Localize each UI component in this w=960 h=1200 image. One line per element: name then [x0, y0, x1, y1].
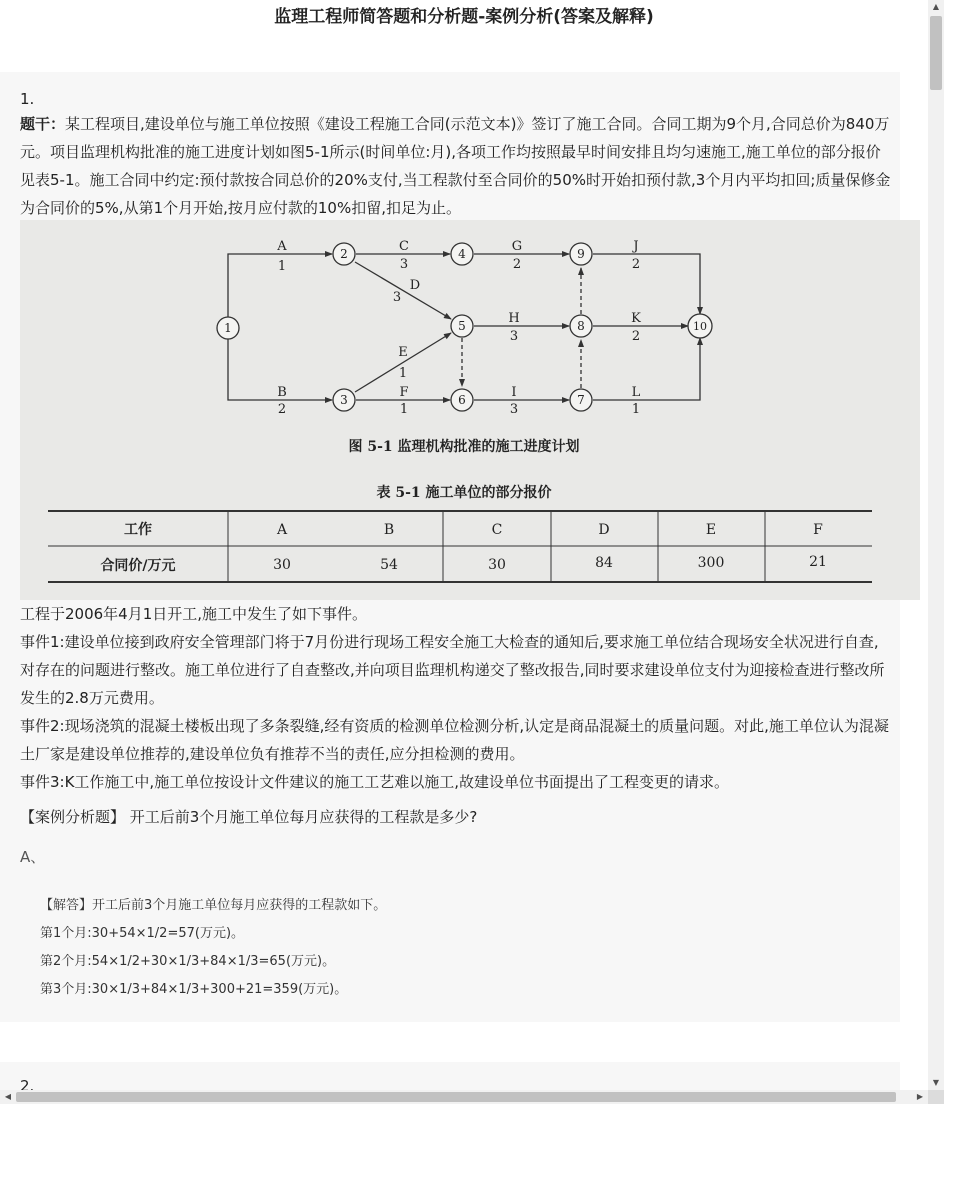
answer-line: 第3个月:30×1/3+84×1/3+300+21=359(万元)。 [40, 982, 348, 997]
table-col-header: D [598, 522, 610, 538]
vertical-scroll-thumb[interactable] [930, 16, 942, 90]
activity-duration: 1 [398, 366, 408, 381]
table-col-header: F [813, 522, 823, 538]
activity-name: K [631, 311, 641, 326]
activity-duration: 3 [399, 257, 409, 272]
scrollbar-corner [928, 1090, 944, 1104]
activity-duration: 2 [277, 402, 287, 417]
table-col-header: E [705, 522, 717, 538]
stem-label: 题干： [20, 115, 66, 133]
scroll-right-arrow-icon[interactable]: ▶ [916, 1092, 924, 1101]
node-label: 5 [458, 319, 466, 333]
activity-name: J [633, 239, 639, 254]
question-number-1: 1. [20, 90, 35, 108]
answer-line: 第1个月:30+54×1/2=57(万元)。 [40, 926, 245, 941]
table-header-label: 工作 [124, 522, 152, 538]
table-col-header: A [276, 522, 288, 538]
event-paragraph: 事件2:现场浇筑的混凝土楼板出现了多条裂缝,经有资质的检测单位检测分析,认定是商品混凝土的质量问题。对此,施工单位认为混凝土厂家是建设单位推荐的,建设单位负有推荐不当的责任,应分担检测的费用。 [20, 717, 889, 763]
scroll-left-arrow-icon[interactable]: ◀ [4, 1092, 12, 1101]
table-cell: 300 [697, 555, 725, 571]
node-label: 9 [577, 247, 585, 261]
node-label: 3 [340, 393, 348, 407]
table-col-header: B [383, 522, 395, 538]
activity-duration: 2 [512, 257, 522, 272]
table-cell: 30 [488, 557, 506, 573]
question-number-2: 2. [20, 1077, 35, 1090]
network-caption: 图 5-1 监理机构批准的施工进度计划 [348, 439, 580, 455]
node-label: 6 [458, 393, 466, 407]
activity-name: D [409, 278, 421, 293]
question-card-2 [0, 1062, 900, 1090]
event-paragraph: 事件3:K工作施工中,施工单位按设计文件建议的施工工艺难以施工,故建设单位书面提出了工程变更的请求。 [20, 773, 729, 791]
table-col-header: C [491, 522, 503, 538]
arrow-E [355, 333, 451, 392]
activity-name: E [398, 345, 408, 360]
node-label: 4 [458, 247, 466, 261]
node-label: 10 [693, 320, 707, 333]
events-section [20, 600, 892, 796]
option-a[interactable]: A、 [20, 848, 46, 866]
vertical-scrollbar[interactable] [928, 0, 944, 1090]
table-caption: 表 5-1 施工单位的部分报价 [376, 485, 552, 501]
activity-name: A [277, 239, 287, 254]
table-cell: 84 [595, 555, 613, 571]
activity-duration: 2 [631, 329, 641, 344]
horizontal-scroll-thumb[interactable] [16, 1092, 896, 1102]
answer-line: 第2个月:54×1/2+30×1/3+84×1/3=65(万元)。 [40, 954, 336, 969]
activity-duration: 3 [392, 290, 402, 305]
page-title: 监理工程师简答题和分析题-案例分析(答案及解释) [274, 7, 654, 27]
table-cell: 54 [380, 557, 398, 573]
activity-name: H [508, 311, 520, 326]
event-paragraph: 事件1:建设单位接到政府安全管理部门将于7月份进行现场工程安全施工大检查的通知后,要求施工单位结合现场安全状况进行自查,对存在的问题进行整改。施工单位进行了自查整改,并向项目监理机构递交了整改报告,同时要求建设单位支付为迎接检查进行整改所发生的2.8万元费用。 [20, 633, 885, 707]
case-analysis-question: 【案例分析题】 开工后前3个月施工单位每月应获得的工程款是多少? [20, 808, 478, 826]
activity-duration: 1 [631, 402, 641, 417]
node-label: 1 [224, 321, 232, 335]
table-cell: 21 [809, 554, 827, 570]
answer-line: 【解答】开工后前3个月施工单位每月应获得的工程款如下。 [40, 898, 387, 913]
activity-name: L [631, 385, 641, 400]
arrow-L [593, 338, 700, 400]
activity-name: F [399, 385, 409, 400]
activity-name: G [511, 239, 523, 254]
question-figure-image [20, 220, 920, 600]
stem-text: 某工程项目,建设单位与施工单位按照《建设工程施工合同(示范文本)》签订了施工合同。合同工期为9个月,合同总价为840万元。项目监理机构批准的施工进度计划如图5-1所示(时间单位:月),各项工作均按照最早时间安排且均匀速施工,施工单位的部分报价见表5-1。施工合同中约定:预付款按合同总价的20%支付,当工程款付至合同价的50%时开始扣预付款,3个月内平均扣回;质量保修金为合同价的5%,从第1个月开始,按月应付款的10%扣留,扣足为止。 [20, 115, 891, 217]
activity-name: C [399, 239, 409, 254]
node-label: 2 [340, 247, 348, 261]
horizontal-scrollbar[interactable] [0, 1090, 928, 1104]
scroll-up-arrow-icon[interactable]: ▲ [932, 2, 940, 11]
table-row-label: 合同价/万元 [100, 558, 176, 574]
question-stem [20, 110, 892, 222]
arrow-J [593, 254, 700, 314]
activity-duration: 3 [509, 402, 519, 417]
table-cell: 30 [273, 557, 291, 573]
activity-duration: 1 [399, 402, 409, 417]
event-paragraph: 工程于2006年4月1日开工,施工中发生了如下事件。 [20, 605, 368, 623]
node-label: 7 [577, 393, 585, 407]
node-label: 8 [577, 319, 585, 333]
scroll-down-arrow-icon[interactable]: ▼ [932, 1078, 940, 1087]
activity-duration: 2 [631, 257, 641, 272]
activity-duration: 1 [277, 259, 287, 274]
activity-name: B [277, 385, 287, 400]
activity-duration: 3 [509, 329, 519, 344]
answer-explanation [40, 892, 386, 1004]
activity-name: I [511, 385, 517, 400]
